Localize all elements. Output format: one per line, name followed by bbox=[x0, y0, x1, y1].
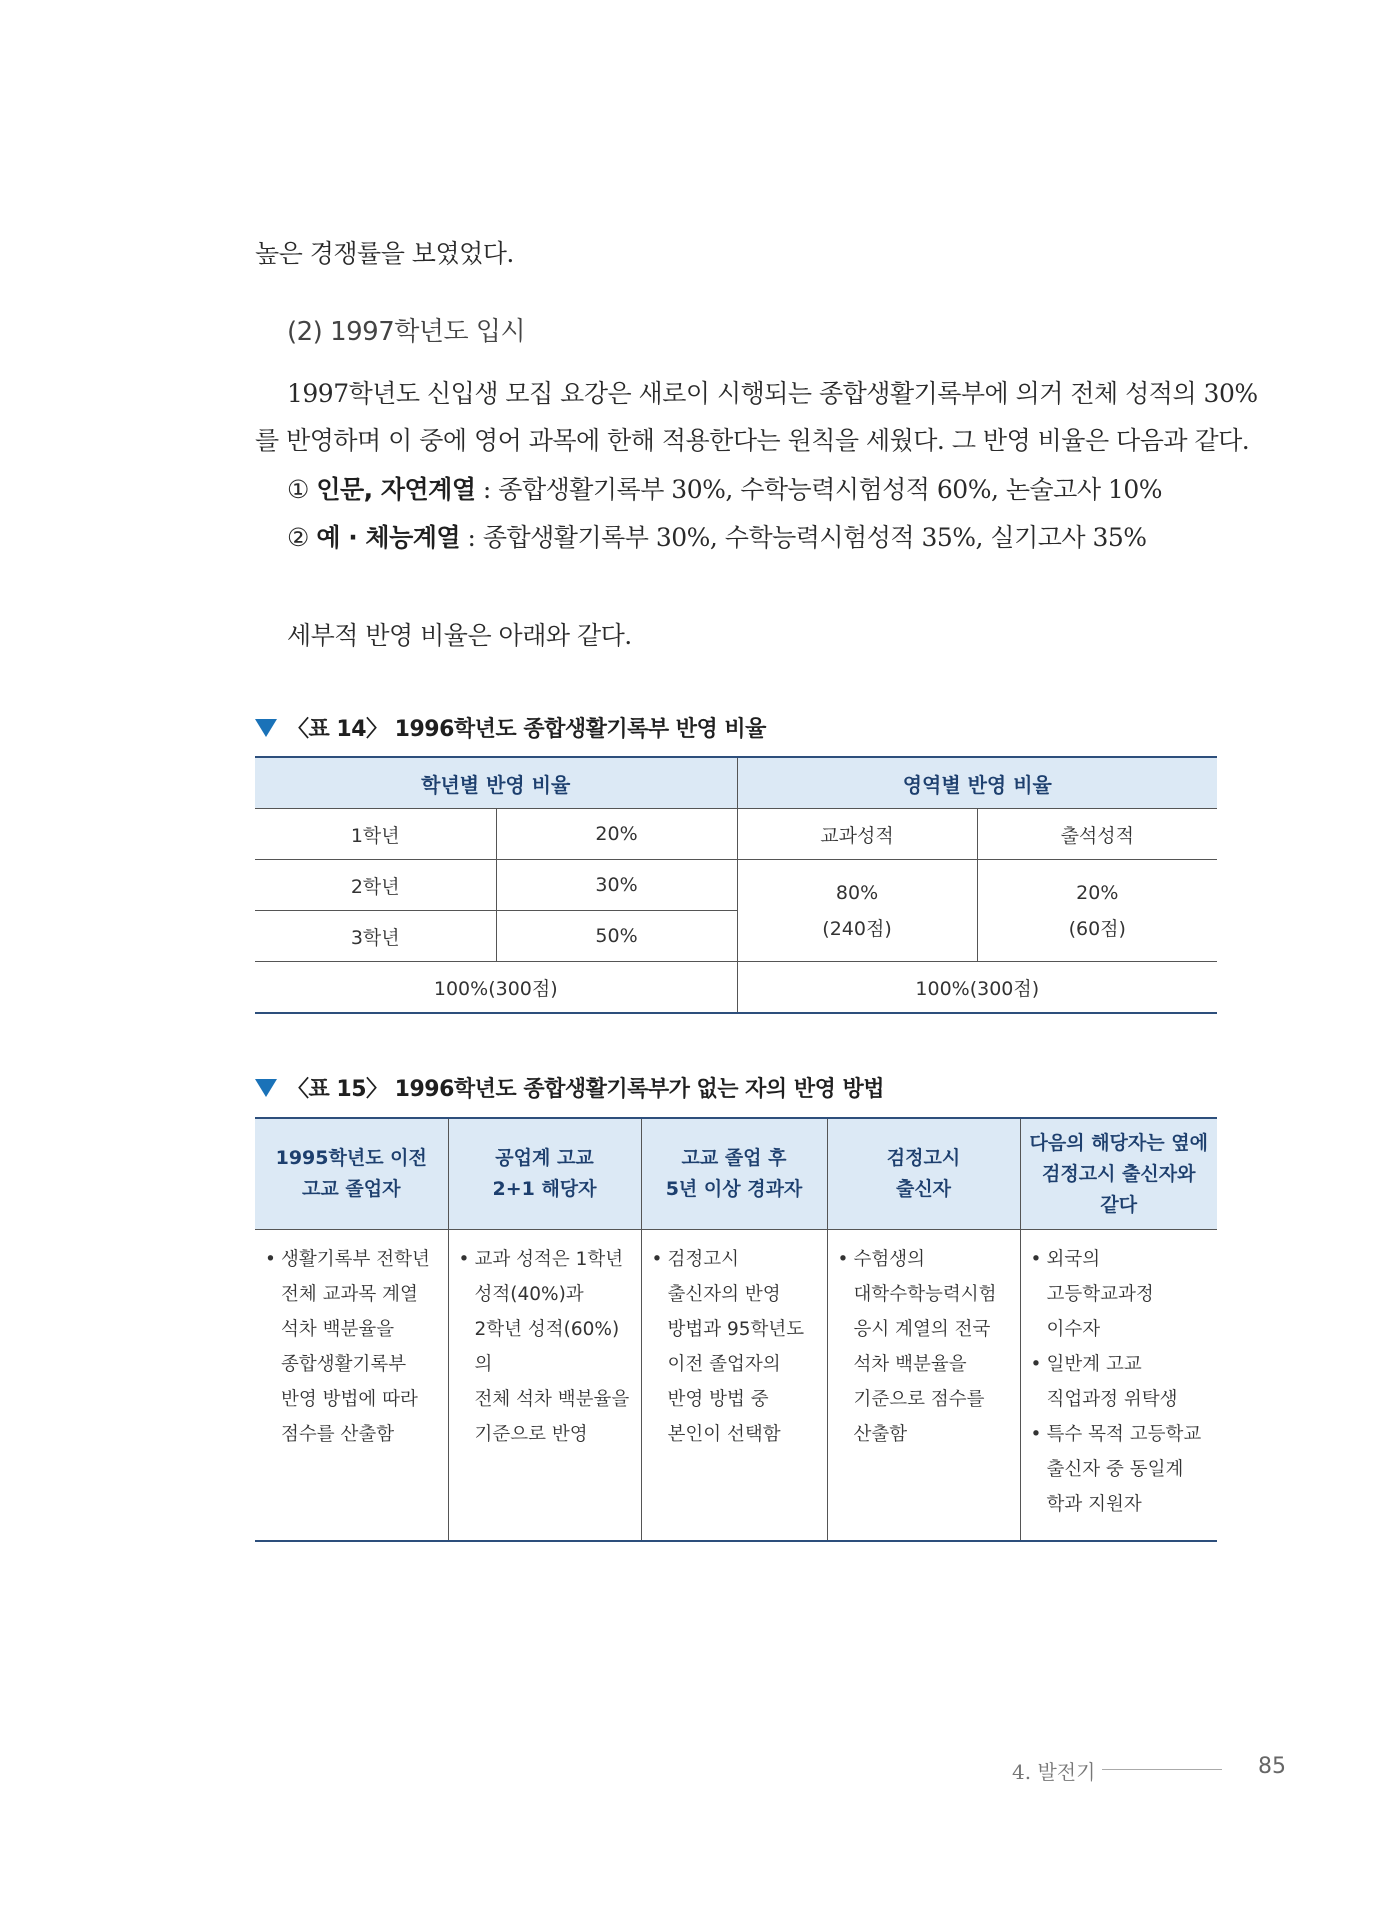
list-item-1 bbox=[287, 470, 1162, 506]
table-15-caption bbox=[255, 1072, 884, 1103]
bullet-item: • 수험생의 대학수학능력시험 응시 계열의 전국 석차 백분율을 기준으로 점수를 산출함 bbox=[836, 1242, 1014, 1452]
list-item-2 bbox=[287, 518, 1147, 554]
body-cell bbox=[1020, 1230, 1217, 1542]
paragraph-2: 세부적 반영 비율은 아래와 같다. bbox=[287, 621, 632, 650]
item-term: 인문, 자연계열 bbox=[316, 475, 476, 504]
paragraph-line-1: 1997학년도 신입생 모집 요강은 새로이 시행되는 종합생활기록부에 의거 전체 성적의 30% bbox=[287, 379, 1258, 408]
bullet-item: • 생활기록부 전학년 전체 교과목 계열 석차 백분율을 종합생활기록부 반영 방법에 따라 점수를 산출함 bbox=[263, 1242, 442, 1452]
area-value-pts: (60점) bbox=[1068, 917, 1126, 940]
bullet-item: • 검정고시 출신자의 반영 방법과 95학년도 이전 졸업자의 반영 방법 중 본인이 선택함 bbox=[650, 1242, 821, 1452]
table-row bbox=[255, 809, 1217, 860]
footer-rule bbox=[1102, 1769, 1222, 1770]
table-row bbox=[255, 1230, 1217, 1542]
body-cell bbox=[448, 1230, 641, 1542]
item-term: 예 · 체능계열 bbox=[316, 523, 461, 552]
header-cell: 1995학년도 이전 고교 졸업자 bbox=[255, 1118, 448, 1230]
table-15-caption-text: 〈표 15〉 1996학년도 종합생활기록부가 없는 자의 반영 방법 bbox=[287, 1077, 885, 1102]
item-marker: ② bbox=[287, 523, 309, 552]
triangle-marker-icon bbox=[255, 1079, 277, 1097]
table-14 bbox=[255, 756, 1217, 1014]
header-cell: 고교 졸업 후 5년 이상 경과자 bbox=[641, 1118, 827, 1230]
section-heading: (2) 1997학년도 입시 bbox=[287, 317, 526, 347]
table-row bbox=[255, 860, 1217, 911]
total-right-cell: 100%(300점) bbox=[737, 962, 1217, 1014]
area-value-pts: (240점) bbox=[822, 917, 892, 940]
item-text: : 종합생활기록부 30%, 수학능력시험성적 60%, 논술고사 10% bbox=[475, 475, 1162, 504]
table-row bbox=[255, 962, 1217, 1014]
body-cell bbox=[255, 1230, 448, 1542]
area-header-cell: 출석성적 bbox=[977, 809, 1217, 860]
footer-chapter: 4. 발전기 bbox=[1012, 1760, 1096, 1784]
area-value-pct: 80% bbox=[835, 881, 879, 904]
header-grade-ratio: 학년별 반영 비율 bbox=[255, 757, 737, 809]
header-cell: 다음의 해당자는 옆에 검정고시 출신자와 같다 bbox=[1020, 1118, 1217, 1230]
bullet-item: • 외국의 고등학교과정 이수자 bbox=[1029, 1242, 1212, 1347]
bullet-item: • 교과 성적은 1학년 성적(40%)과 2학년 성적(60%)의 전체 석차 백분율을 기준으로 반영 bbox=[457, 1242, 635, 1452]
ratio-cell: 30% bbox=[496, 860, 737, 911]
grade-cell: 1학년 bbox=[255, 809, 496, 860]
area-value-cell bbox=[977, 860, 1217, 962]
header-cell: 검정고시 출신자 bbox=[827, 1118, 1020, 1230]
grade-cell: 2학년 bbox=[255, 860, 496, 911]
item-marker: ① bbox=[287, 475, 309, 504]
item-text: : 종합생활기록부 30%, 수학능력시험성적 35%, 실기고사 35% bbox=[460, 523, 1147, 552]
intro-line: 높은 경쟁률을 보였었다. bbox=[255, 239, 514, 268]
total-left-cell: 100%(300점) bbox=[255, 962, 737, 1014]
area-value-pct: 20% bbox=[1076, 881, 1119, 904]
table-15 bbox=[255, 1117, 1217, 1542]
ratio-cell: 20% bbox=[496, 809, 737, 860]
grade-cell: 3학년 bbox=[255, 911, 496, 962]
area-header-cell: 교과성적 bbox=[737, 809, 977, 860]
bullet-item: • 일반계 고교 직업과정 위탁생 bbox=[1029, 1347, 1212, 1417]
ratio-cell: 50% bbox=[496, 911, 737, 962]
paragraph-line-2: 를 반영하며 이 중에 영어 과목에 한해 적용한다는 원칙을 세웠다. 그 반영 비율은 다음과 같다. bbox=[255, 426, 1250, 455]
body-cell bbox=[641, 1230, 827, 1542]
table-14-caption-text: 〈표 14〉 1996학년도 종합생활기록부 반영 비율 bbox=[287, 717, 766, 742]
triangle-marker-icon bbox=[255, 719, 277, 737]
page-number: 85 bbox=[1258, 1754, 1286, 1779]
area-value-cell bbox=[737, 860, 977, 962]
bullet-item: • 특수 목적 고등학교 출신자 중 동일계 학과 지원자 bbox=[1029, 1417, 1212, 1522]
body-cell bbox=[827, 1230, 1020, 1542]
header-cell: 공업계 고교 2+1 해당자 bbox=[448, 1118, 641, 1230]
table-14-caption bbox=[255, 712, 766, 743]
header-area-ratio: 영역별 반영 비율 bbox=[737, 757, 1217, 809]
